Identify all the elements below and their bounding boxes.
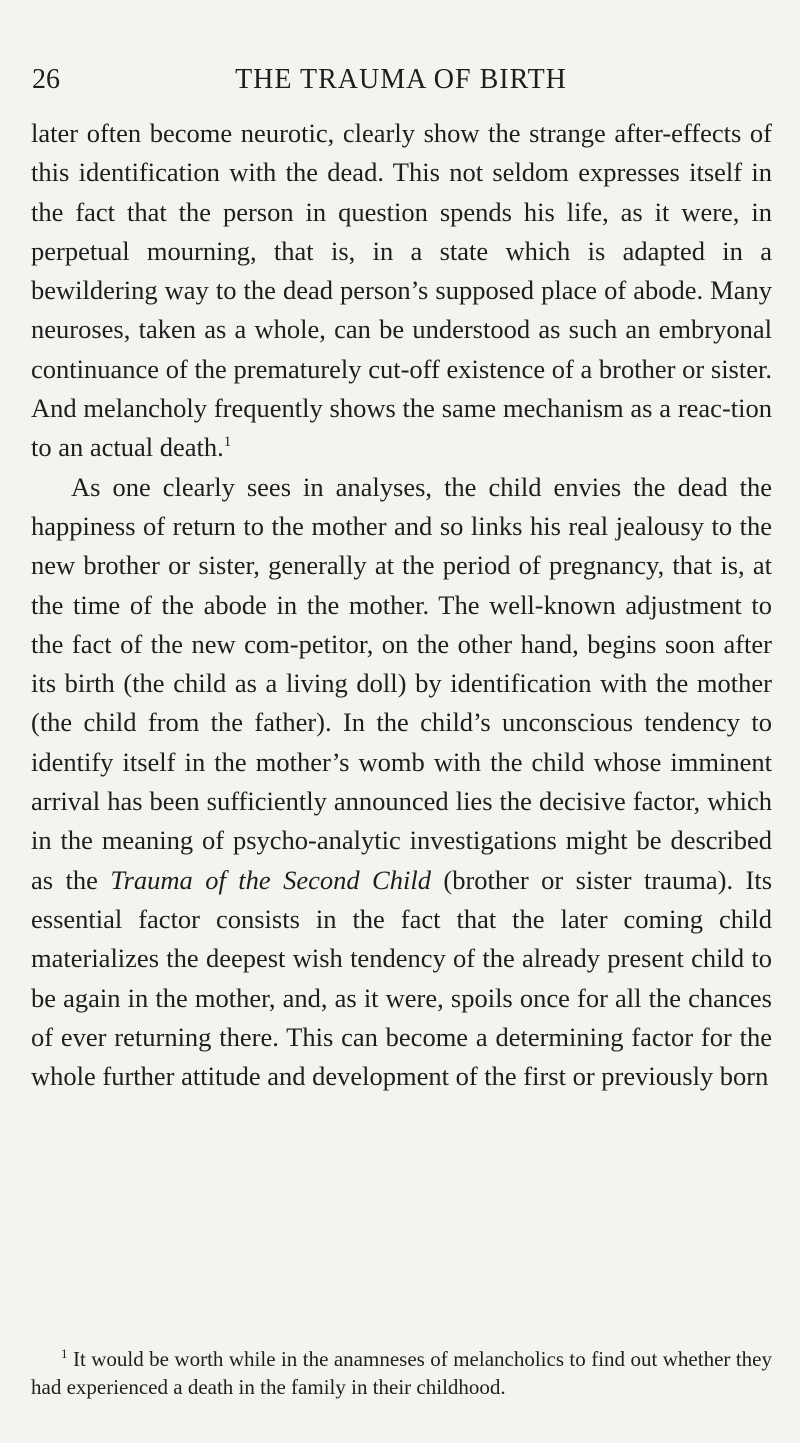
paragraph-1 bbox=[31, 114, 772, 468]
page-header bbox=[32, 60, 770, 100]
footnotes bbox=[31, 1345, 772, 1401]
body-text bbox=[31, 114, 772, 1096]
paragraph-2-italic-term: Trauma of the Second Child bbox=[110, 864, 431, 895]
paragraph-2-text-a: As one clearly sees in analyses, the child envies the dead the happiness of return to the mother and so links his real jealousy to the new brother or sister, generally at the period of pregnancy, that is, at the time of the abode in the mother. The well-known adjustment to the fact of the new com-petitor, on the other hand, begins soon after its birth (the child as a living doll) by identification with the mother (the child from the father). In the child’s unconscious tendency to identify itself in the mother’s womb with the child whose imminent arrival has been sufficiently announced lies the decisive factor, which in the meaning of psycho-analytic investigations might be described as the bbox=[31, 471, 772, 895]
footnote-reference: 1 bbox=[223, 434, 232, 451]
page-number: 26 bbox=[32, 64, 60, 95]
running-title: THE TRAUMA OF BIRTH bbox=[235, 64, 567, 95]
paragraph-2 bbox=[31, 468, 772, 1097]
footnote-1 bbox=[31, 1345, 772, 1401]
footnote-marker: 1 bbox=[61, 1346, 68, 1361]
paragraph-2-text-b: (brother or sister trauma). Its essential factor consists in the fact that the later coming child materializes the deepest wish tendency of the already present child to be again in the mother, and, as it were, spoils once for all the chances of ever returning there. This can become a determining factor for the whole further attitude and development of the first or previously born bbox=[31, 864, 773, 1092]
footnote-text: It would be worth while in the anamneses of melancholics to find out whether they had experienced a death in the family in their childhood. bbox=[31, 1347, 773, 1399]
paragraph-1-text: later often become neurotic, clearly show the strange after-effects of this identification with the dead. This not seldom expresses itself in the fact that the person in question spends his life, as it were, in perpetual mourning, that is, in a state which is adapted in a bewildering way to the dead person’s supposed place of abode. Many neuroses, taken as a whole, can be understood as such an embryonal continuance of the prematurely cut-off existence of a brother or sister. And melancholy frequently shows the same mechanism as a reac-tion to an actual death. bbox=[31, 118, 772, 463]
